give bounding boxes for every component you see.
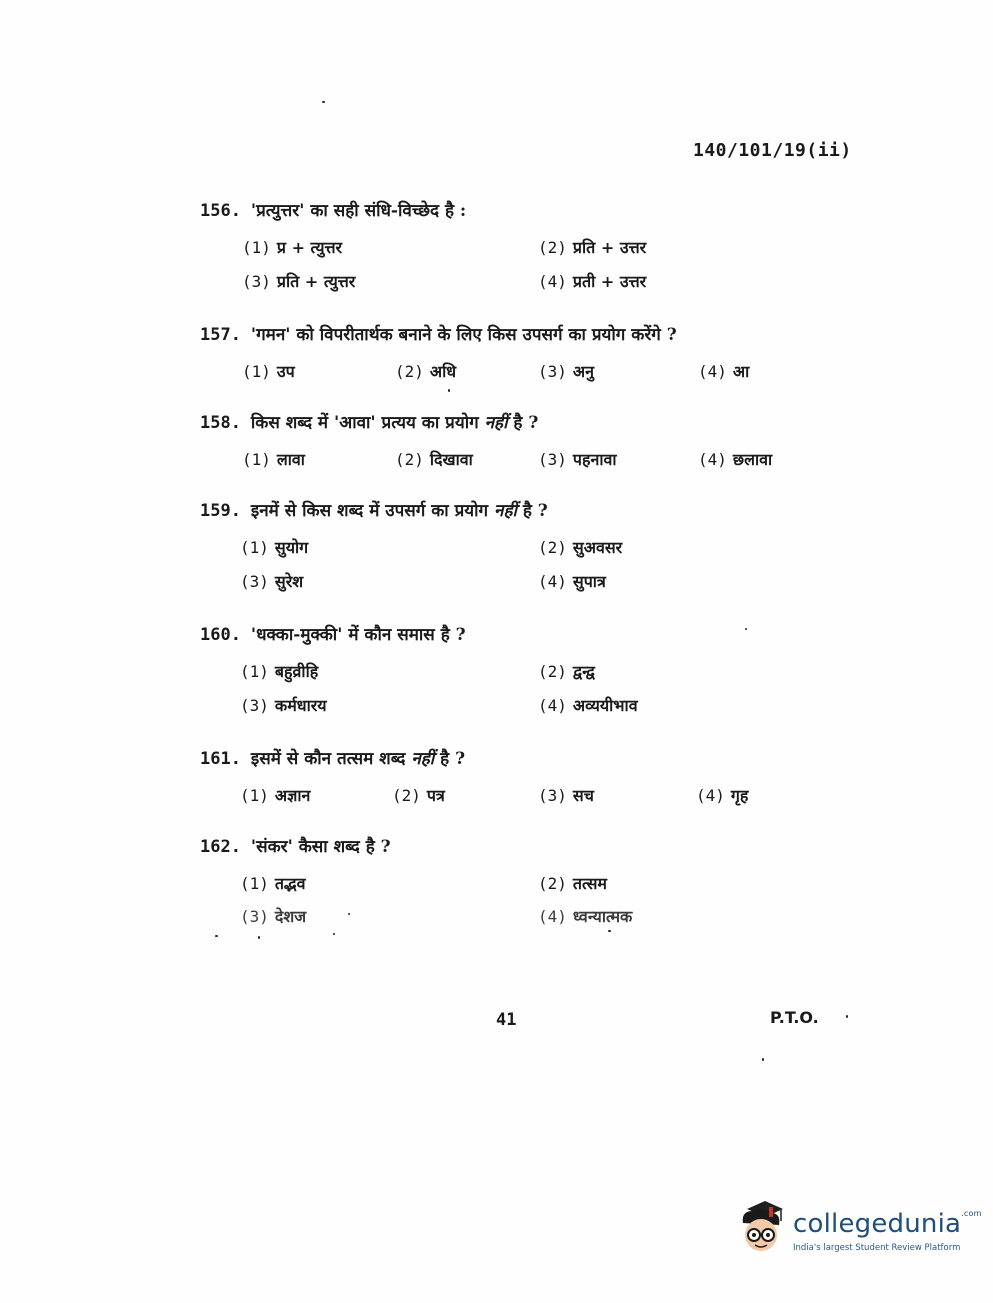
option-text: प्रति + त्युत्तर xyxy=(276,272,356,291)
option-2 xyxy=(392,784,445,806)
emphasis-nahin: नहीं xyxy=(411,749,435,769)
option-text: द्वन्द्व xyxy=(572,662,595,681)
page-number: 41 xyxy=(496,1010,517,1030)
scan-speck xyxy=(846,1015,848,1018)
mascot-icon xyxy=(735,1195,793,1260)
option-number: (4) xyxy=(538,572,567,591)
scan-speck xyxy=(215,935,218,937)
option-1 xyxy=(242,448,305,470)
option-number: (1) xyxy=(242,450,271,469)
option-text: तद्भव xyxy=(274,874,306,893)
option-text: सुयोग xyxy=(274,538,309,557)
question-157 xyxy=(200,324,840,346)
option-text: सच xyxy=(572,786,594,805)
option-text: गृह xyxy=(730,786,749,805)
question-text: 'धक्का-मुक्की' में कौन समास है ? xyxy=(250,625,466,645)
question-156 xyxy=(200,200,840,222)
scan-speck xyxy=(448,389,450,392)
option-3 xyxy=(240,570,303,592)
option-4 xyxy=(696,784,748,806)
question-number: 156. xyxy=(200,201,241,221)
option-text: अनु xyxy=(572,362,595,381)
question-text: 'संकर' कैसा शब्द है ? xyxy=(250,837,391,857)
option-text: अधि xyxy=(429,362,457,381)
option-3 xyxy=(242,270,355,292)
option-number: (4) xyxy=(538,907,567,926)
option-1 xyxy=(240,660,318,682)
scan-speck xyxy=(322,101,325,103)
option-number: (2) xyxy=(538,238,567,257)
option-1 xyxy=(240,784,310,806)
option-4 xyxy=(538,905,632,927)
option-1 xyxy=(240,872,306,894)
option-4 xyxy=(538,270,646,292)
option-number: (1) xyxy=(242,238,271,257)
option-number: (4) xyxy=(698,450,727,469)
option-text: कर्मधारय xyxy=(274,696,327,715)
option-text: आ xyxy=(732,362,750,381)
scan-speck xyxy=(348,913,350,915)
question-number: 162. xyxy=(200,837,241,857)
brand-name: collegedunia$^{.com}$ xyxy=(793,1209,982,1239)
option-number: (3) xyxy=(538,786,567,805)
option-number: (3) xyxy=(538,362,567,381)
option-number: (1) xyxy=(240,786,269,805)
option-number: (2) xyxy=(538,662,567,681)
option-4 xyxy=(538,694,638,716)
option-3 xyxy=(240,694,327,716)
option-number: (3) xyxy=(242,272,271,291)
option-4 xyxy=(538,570,606,592)
scan-speck xyxy=(333,933,335,935)
question-stem xyxy=(200,748,840,770)
option-text: अव्ययीभाव xyxy=(572,696,638,715)
option-text: देशज xyxy=(274,907,307,926)
question-text: किस शब्द में 'आवा' प्रत्यय का प्रयोग नहीं है ? xyxy=(250,413,539,433)
option-number: (2) xyxy=(538,874,567,893)
option-text: पहनावा xyxy=(572,450,617,469)
question-161 xyxy=(200,748,840,770)
question-number: 161. xyxy=(200,749,241,769)
question-text: इनमें से किस शब्द में उपसर्ग का प्रयोग नहीं है ? xyxy=(250,501,548,521)
question-stem xyxy=(200,412,840,434)
question-text: इसमें से कौन तत्सम शब्द नहीं है ? xyxy=(250,749,466,769)
question-stem xyxy=(200,836,840,858)
option-3 xyxy=(240,905,306,927)
option-text: छलावा xyxy=(732,450,773,469)
question-159 xyxy=(200,500,840,522)
option-1 xyxy=(240,536,308,558)
option-number: (4) xyxy=(698,362,727,381)
option-text: बहुव्रीहि xyxy=(274,662,319,681)
pto-marker: P.T.O. xyxy=(770,1008,819,1027)
option-text: सुपात्र xyxy=(572,572,606,591)
option-text: प्र + त्युत्तर xyxy=(276,238,343,257)
scan-speck xyxy=(762,1058,764,1061)
collegedunia-logo xyxy=(735,1195,982,1260)
option-text: उप xyxy=(276,362,295,381)
option-text: अज्ञान xyxy=(274,786,311,805)
option-text: लावा xyxy=(276,450,305,469)
option-3 xyxy=(538,448,617,470)
option-2 xyxy=(395,448,473,470)
question-162 xyxy=(200,836,840,858)
option-3 xyxy=(538,784,594,806)
option-number: (2) xyxy=(395,450,424,469)
option-2 xyxy=(538,872,607,894)
option-number: (3) xyxy=(240,572,269,591)
question-number: 158. xyxy=(200,413,241,433)
question-158 xyxy=(200,412,840,434)
scan-speck xyxy=(608,930,611,932)
option-text: ध्वन्यात्मक xyxy=(572,907,633,926)
option-2 xyxy=(395,360,456,382)
option-4 xyxy=(698,360,749,382)
brand-tagline: India's largest Student Review Platform xyxy=(793,1243,961,1253)
emphasis-nahin: नहीं xyxy=(494,501,517,521)
option-text: दिखावा xyxy=(429,450,473,469)
paper-code: 140/101/19(ii) xyxy=(693,140,852,161)
option-number: (1) xyxy=(242,362,271,381)
question-stem xyxy=(200,500,840,522)
option-number: (3) xyxy=(538,450,567,469)
option-text: प्रती + उत्तर xyxy=(572,272,647,291)
option-2 xyxy=(538,236,646,258)
option-number: (2) xyxy=(392,786,421,805)
option-text: प्रति + उत्तर xyxy=(572,238,647,257)
question-stem xyxy=(200,624,840,646)
option-number: (4) xyxy=(538,696,567,715)
option-2 xyxy=(538,660,595,682)
option-text: सुरेश xyxy=(274,572,304,591)
option-number: (3) xyxy=(240,696,269,715)
option-number: (2) xyxy=(538,538,567,557)
question-number: 159. xyxy=(200,501,241,521)
option-number: (1) xyxy=(240,874,269,893)
question-stem xyxy=(200,200,840,222)
option-4 xyxy=(698,448,772,470)
option-number: (4) xyxy=(538,272,567,291)
question-number: 157. xyxy=(200,325,241,345)
question-160 xyxy=(200,624,840,646)
option-1 xyxy=(242,236,342,258)
option-1 xyxy=(242,360,295,382)
emphasis-nahin: नहीं xyxy=(484,413,508,433)
option-text: पत्र xyxy=(426,786,445,805)
question-number: 160. xyxy=(200,625,241,645)
option-number: (1) xyxy=(240,662,269,681)
option-3 xyxy=(538,360,594,382)
option-number: (4) xyxy=(696,786,725,805)
option-number: (3) xyxy=(240,907,269,926)
question-text: 'गमन' को विपरीतार्थक बनाने के लिए किस उपसर्ग का प्रयोग करेंगे ? xyxy=(250,325,677,345)
brand-suffix: .com xyxy=(961,1209,982,1218)
option-text: सुअवसर xyxy=(572,538,623,557)
option-2 xyxy=(538,536,622,558)
option-text: तत्सम xyxy=(572,874,607,893)
question-text: 'प्रत्युत्तर' का सही संधि-विच्छेद है : xyxy=(250,201,467,221)
scan-speck xyxy=(258,936,260,939)
scan-speck xyxy=(745,628,747,630)
question-stem xyxy=(200,324,840,346)
option-number: (2) xyxy=(395,362,424,381)
option-number: (1) xyxy=(240,538,269,557)
